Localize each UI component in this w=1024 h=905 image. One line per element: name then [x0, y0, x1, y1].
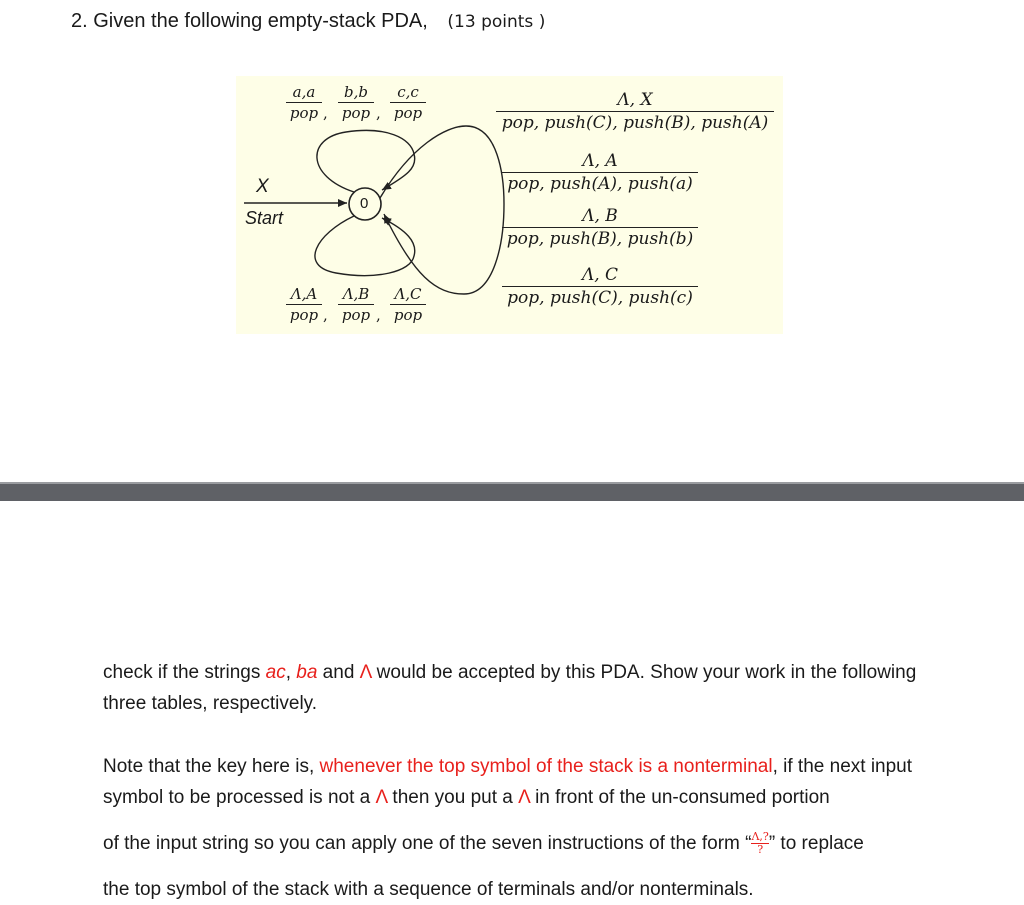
top-loop-label-cc: c,c pop — [390, 83, 426, 122]
note-highlight: whenever the top symbol of the stack is a nonterminal — [319, 756, 773, 777]
note-paragraph-line3: the top symbol of the stack with a sequence of terminals and/or nonterminals. — [103, 879, 754, 900]
question-points: (13 points ) — [447, 12, 546, 32]
instruction-c: Λ, C pop, push(C), push(c) — [502, 265, 698, 308]
right-loop-edge — [380, 126, 504, 294]
pda-diagram: 0 X Start a,a pop , b,b pop , c,c pop Λ,A pop , Λ,B pop , Λ,C pop Λ, X pop, push(C), push(B), push(A) Λ, A pop, push(A), push(a) Λ, B pop, push(B), push(b) Λ, C pop, push(C), push(c) — [236, 76, 783, 334]
note-paragraph-line2: of the input string so you can apply one of the seven instructions of the form “ $\frac{\Lambda,?}{?}$ ” to replace — [103, 830, 864, 857]
top-loop-edge — [317, 130, 415, 192]
string-ac: ac — [265, 662, 286, 683]
top-loop-label-aa: a,a pop — [286, 83, 322, 122]
string-lambda: Λ — [359, 662, 372, 683]
instruction-a: Λ, A pop, push(A), push(a) — [502, 151, 698, 194]
state-0-label: 0 — [360, 195, 369, 212]
bottom-loop-edge — [315, 216, 415, 276]
top-loop-label-bb: b,b pop — [338, 83, 374, 122]
start-label: Start — [245, 208, 284, 228]
question-heading — [71, 8, 545, 35]
bottom-loop-label-c: Λ,C pop — [390, 285, 426, 324]
start-stack-symbol: X — [256, 176, 269, 197]
page-break-separator — [0, 411, 1024, 504]
question-text: Given the following empty-stack PDA, — [93, 10, 428, 32]
bottom-loop-label-b: Λ,B pop — [338, 285, 374, 324]
bottom-loop-label-a: Λ,A pop — [286, 285, 322, 324]
question-number: 2. — [71, 10, 88, 32]
note-paragraph: Note that the key here is, whenever the top symbol of the stack is a nonterminal, if the next input symbol to be processed is not a Λ then you put a Λ in front of the un-consumed portion — [103, 756, 913, 808]
instruction-x: Λ, X pop, push(C), push(B), push(A) — [496, 90, 774, 133]
instruction-form-fraction: $\frac{\Lambda,?}{?}$ — [751, 830, 769, 857]
string-ba: ba — [296, 662, 318, 683]
instructions-paragraph: check if the strings ac, ba and Λ would be accepted by this PDA. Show your work in the following three tables, respectively. — [103, 662, 917, 714]
instruction-b: Λ, B pop, push(B), push(b) — [502, 206, 698, 249]
